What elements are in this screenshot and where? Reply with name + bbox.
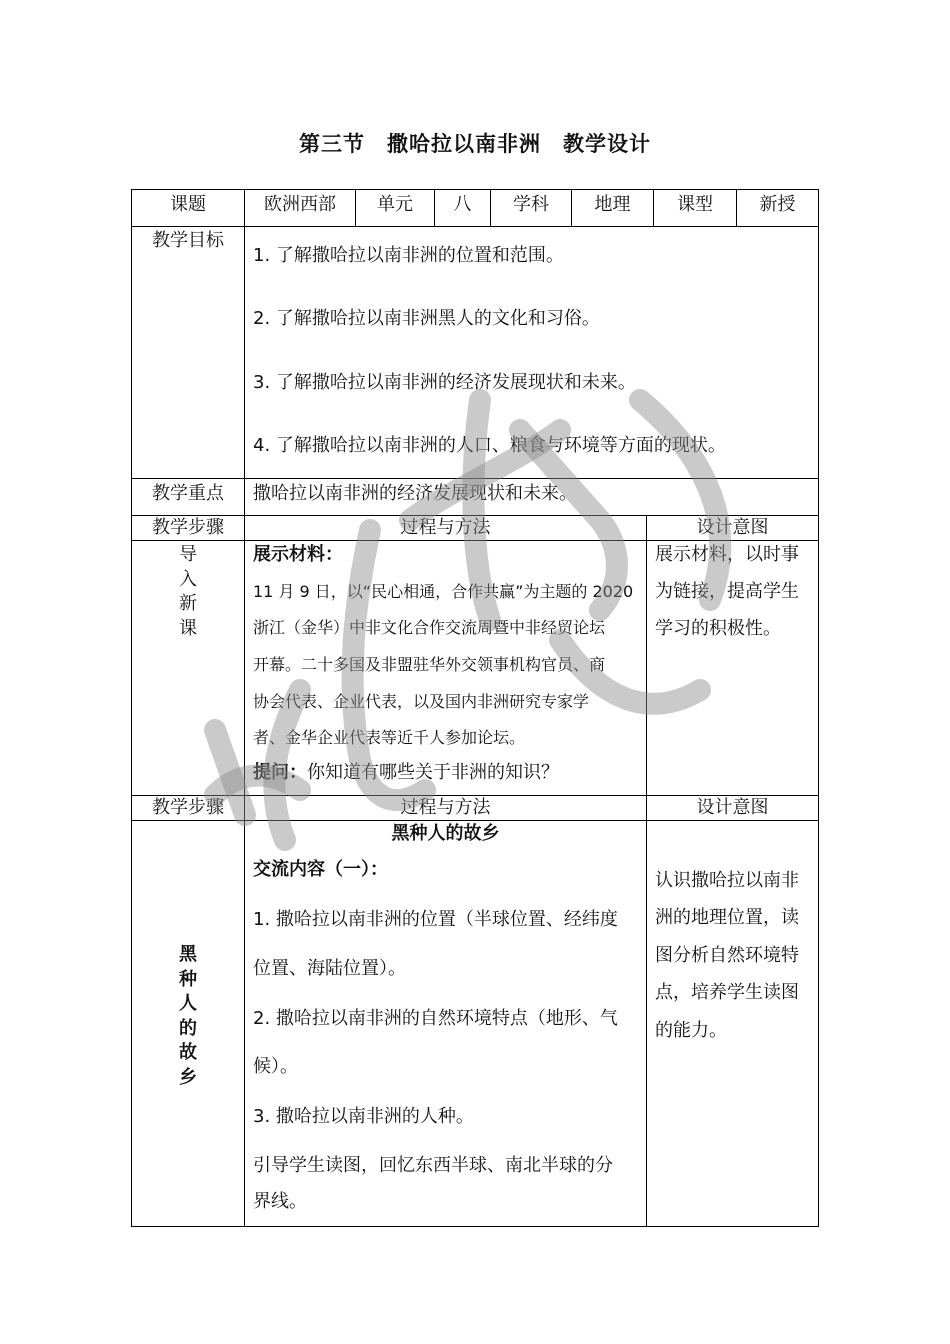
objective-item: 2. 了解撒哈拉以南非洲黑人的文化和习俗。 <box>253 308 600 329</box>
intro-intent-line: 展示材料，以时事 <box>655 544 799 565</box>
section-intent-line: 认识撒哈拉以南非 <box>655 870 799 891</box>
question: 提问：你知道有哪些关于非洲的知识？ <box>253 762 559 783</box>
header-discipline-value: 地理 <box>594 194 631 215</box>
objective-item: 3. 了解撒哈拉以南非洲的经济发展现状和未来。 <box>253 372 636 393</box>
key-point-text: 撒哈拉以南非洲的经济发展现状和未来。 <box>253 483 577 504</box>
section-intent-line: 洲的地理位置，读 <box>655 907 799 928</box>
header-subject-label: 课题 <box>170 194 206 215</box>
objective-item: 4. 了解撒哈拉以南非洲的人口、粮食与环境等方面的现状。 <box>253 435 726 456</box>
steps-label: 教学步骤 <box>152 797 224 818</box>
exchange-title: 交流内容（一）： <box>253 859 388 880</box>
intro-row-label: 导 入 新 课 <box>179 544 197 639</box>
key-point-label: 教学重点 <box>152 483 224 504</box>
process-method-header: 过程与方法 <box>400 517 491 538</box>
section-line: 引导学生读图，回忆东西半球、南北半球的分 <box>253 1155 613 1176</box>
section-intent-line: 点，培养学生读图 <box>655 982 799 1003</box>
section-line: 2. 撒哈拉以南非洲的自然环境特点（地形、气 <box>253 1008 618 1029</box>
steps-label: 教学步骤 <box>152 517 224 538</box>
material-line: 者、金华企业代表等近千人参加论坛。 <box>253 728 526 747</box>
header-type-value: 新授 <box>759 194 796 215</box>
material-line: 浙江（金华）中非文化合作交流周暨中非经贸论坛 <box>253 618 606 637</box>
header-subject-value: 欧洲西部 <box>264 194 336 215</box>
header-unit-value: 八 <box>453 194 472 215</box>
design-intent-header: 设计意图 <box>696 797 769 818</box>
material-line: 开幕。二十多国及非盟驻华外交领事机构官员、商 <box>253 655 606 674</box>
header-unit-label: 单元 <box>377 194 413 215</box>
section-intent-line: 图分析自然环境特 <box>655 945 799 966</box>
section-line: 候）。 <box>253 1056 298 1077</box>
intro-intent-line: 为链接，提高学生 <box>655 581 799 602</box>
section-row-label: 黑 种 人 的 故 乡 <box>179 944 197 1088</box>
objective-item: 1. 了解撒哈拉以南非洲的位置和范围。 <box>253 245 564 266</box>
material-line: 11 月 9 日，以“民心相通，合作共赢”为主题的 2020 <box>253 582 634 601</box>
section-line: 1. 撒哈拉以南非洲的位置（半球位置、经纬度 <box>253 909 618 930</box>
objectives-label: 教学目标 <box>152 230 224 251</box>
material-title: 展示材料： <box>253 544 343 565</box>
header-type-label: 课型 <box>677 194 713 215</box>
page-title: 第三节 撒哈拉以南非洲 教学设计 <box>299 132 651 156</box>
header-discipline-label: 学科 <box>513 194 549 215</box>
material-line: 协会代表、企业代表，以及国内非洲研究专家学 <box>253 692 590 711</box>
section-line: 位置、海陆位置）。 <box>253 958 406 979</box>
section-line: 3. 撒哈拉以南非洲的人种。 <box>253 1106 474 1127</box>
section-heading: 黑种人的故乡 <box>391 823 500 844</box>
intro-intent-line: 学习的积极性。 <box>655 618 781 639</box>
process-method-header: 过程与方法 <box>400 797 491 818</box>
section-intent-line: 的能力。 <box>655 1020 727 1041</box>
design-intent-header: 设计意图 <box>696 517 769 538</box>
section-line: 界线。 <box>253 1191 307 1212</box>
